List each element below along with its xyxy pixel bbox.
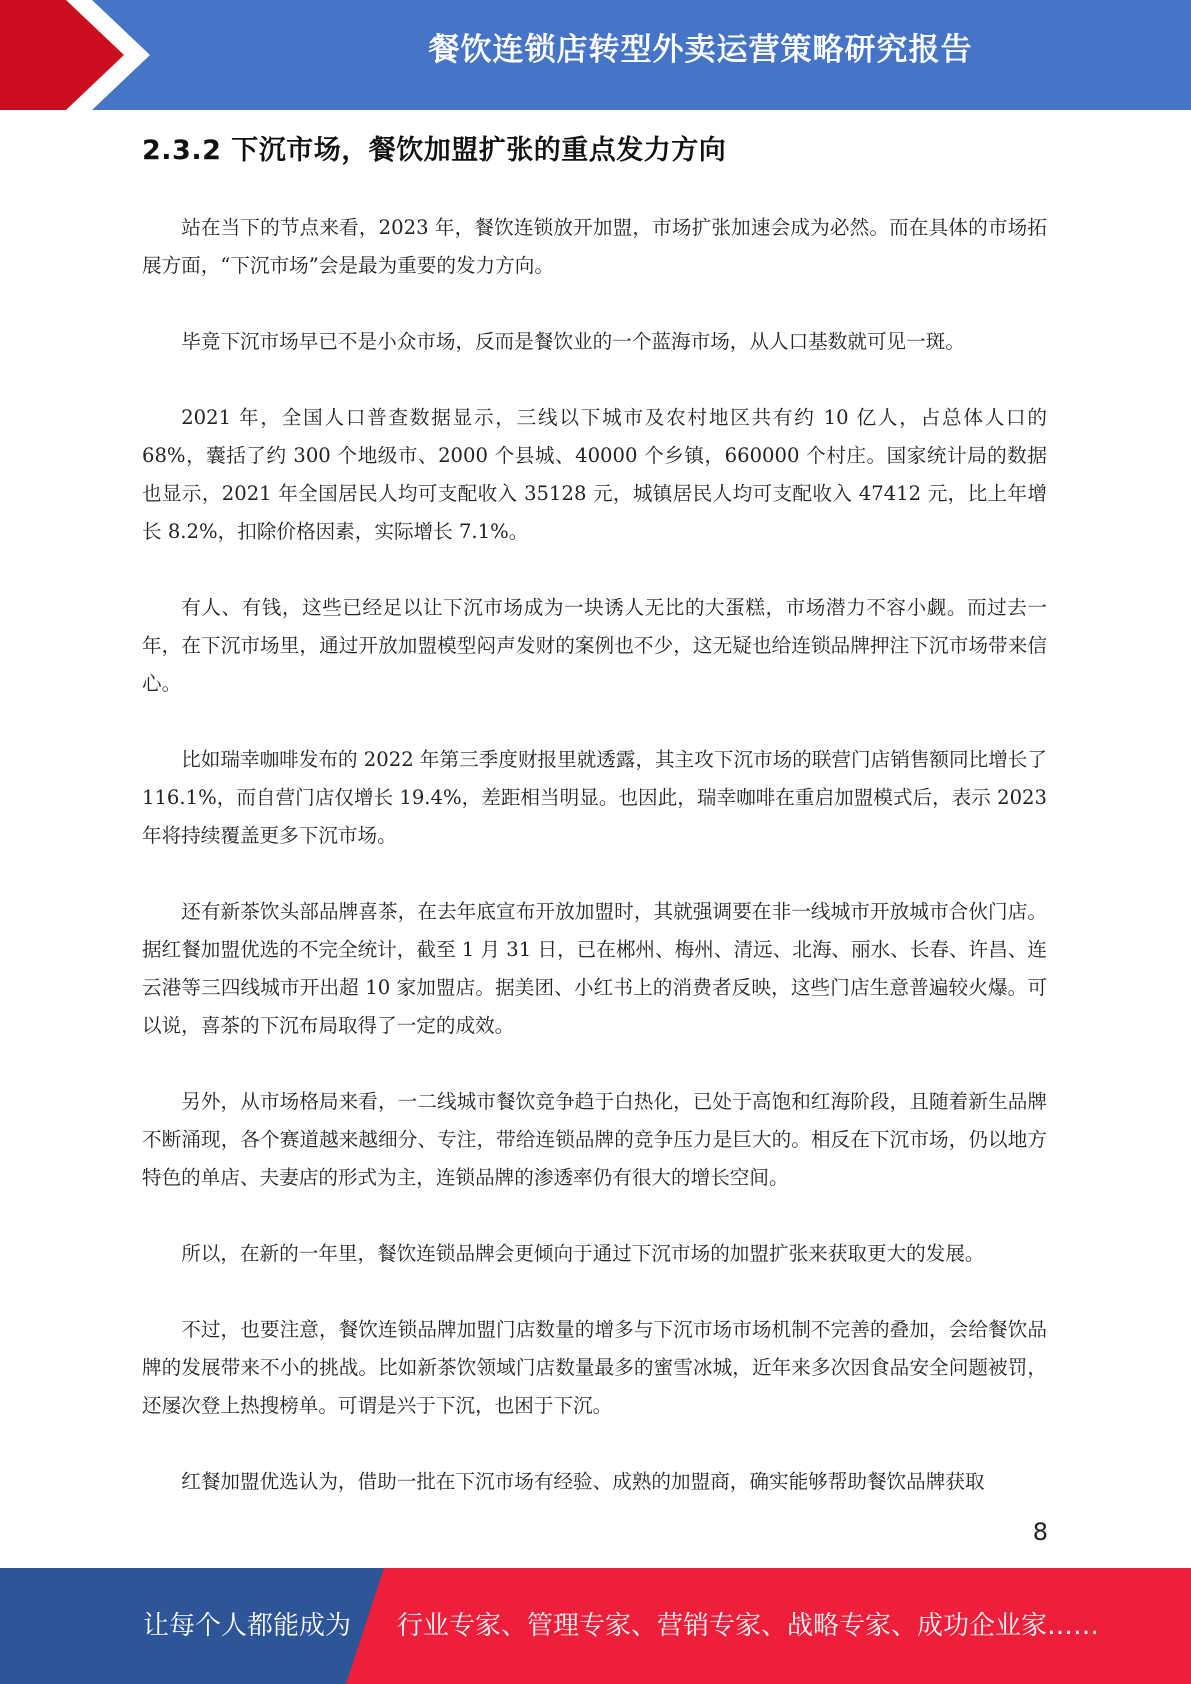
paragraph: 比如瑞幸咖啡发布的 2022 年第三季度财报里就透露，其主攻下沉市场的联营门店销售额同比增长了 116.1%，而自营门店仅增长 19.4%，差距相当明显。也因此，瑞幸咖啡在重启加盟模式后，表示 2023 年将持续覆盖更多下沉市场。 (142, 748, 1047, 847)
paragraph: 还有新茶饮头部品牌喜茶，在去年底宣布开放加盟时，其就强调要在非一线城市开放城市合伙门店。据红餐加盟优选的不完全统计，截至 1 月 31 日，已在郴州、梅州、清远、北海、丽水、长春、许昌、连云港等三四线城市开出超 10 家加盟店。据美团、小红书上的消费者反映，这些门店生意普遍较火爆。可以说，喜茶的下沉布局取得了一定的成效。 (142, 900, 1047, 1037)
header-banner (0, 0, 1191, 110)
footer-slogan-left: 让每个人都能成为 (143, 1611, 352, 1641)
report-body (142, 209, 1047, 1539)
paragraph: 不过，也要注意，餐饮连锁品牌加盟门店数量的增多与下沉市场市场机制不完善的叠加，会给餐饮品牌的发展带来不小的挑战。比如新茶饮领域门店数量最多的蜜雪冰城，近年来多次因食品安全问题被罚，还屡次登上热搜榜单。可谓是兴于下沉，也困于下沉。 (142, 1318, 1047, 1417)
footer-slogan-right: 行业专家、管理专家、营销专家、战略专家、成功企业家…… (397, 1611, 1100, 1641)
footer-banner (0, 1568, 1191, 1684)
paragraph: 另外，从市场格局来看，一二线城市餐饮竞争趋于白热化，已处于高饱和红海阶段，且随着新生品牌不断涌现，各个赛道越来越细分、专注，带给连锁品牌的竞争压力是巨大的。相反在下沉市场，仍以地方特色的单店、夫妻店的形式为主，连锁品牌的渗透率仍有很大的增长空间。 (142, 1090, 1047, 1189)
paragraph: 所以，在新的一年里，餐饮连锁品牌会更倾向于通过下沉市场的加盟扩张来获取更大的发展。 (181, 1242, 985, 1265)
paragraph: 红餐加盟优选认为，借助一批在下沉市场有经验、成熟的加盟商，确实能够帮助餐饮品牌获取 (181, 1470, 985, 1493)
document-title: 餐饮连锁店转型外卖运营策略研究报告 (428, 32, 973, 68)
page-number: 8 (1032, 1518, 1048, 1546)
paragraph: 有人、有钱，这些已经足以让下沉市场成为一块诱人无比的大蛋糕，市场潜力不容小觑。而过去一年，在下沉市场里，通过开放加盟模型闷声发财的案例也不少，这无疑也给连锁品牌押注下沉市场带来信心。 (142, 596, 1047, 695)
paragraph: 2021 年，全国人口普查数据显示，三线以下城市及农村地区共有约 10 亿人，占总体人口的 68%，囊括了约 300 个地级市、2000 个县城、40000 个乡镇，660000 个村庄。国家统计局的数据也显示，2021 年全国居民人均可支配收入 35128 元，城镇居民人均可支配收入 47412 元，比上年增长 8.2%，扣除价格因素，实际增长 7.1%。 (142, 406, 1047, 543)
paragraph: 站在当下的节点来看，2023 年，餐饮连锁放开加盟，市场扩张加速会成为必然。而在具体的市场拓展方面，“下沉市场”会是最为重要的发力方向。 (142, 216, 1047, 277)
section-heading: 2.3.2 下沉市场，餐饮加盟扩张的重点发力方向 (142, 135, 727, 166)
paragraph: 毕竟下沉市场早已不是小众市场，反而是餐饮业的一个蓝海市场，从人口基数就可见一斑。 (181, 330, 965, 353)
